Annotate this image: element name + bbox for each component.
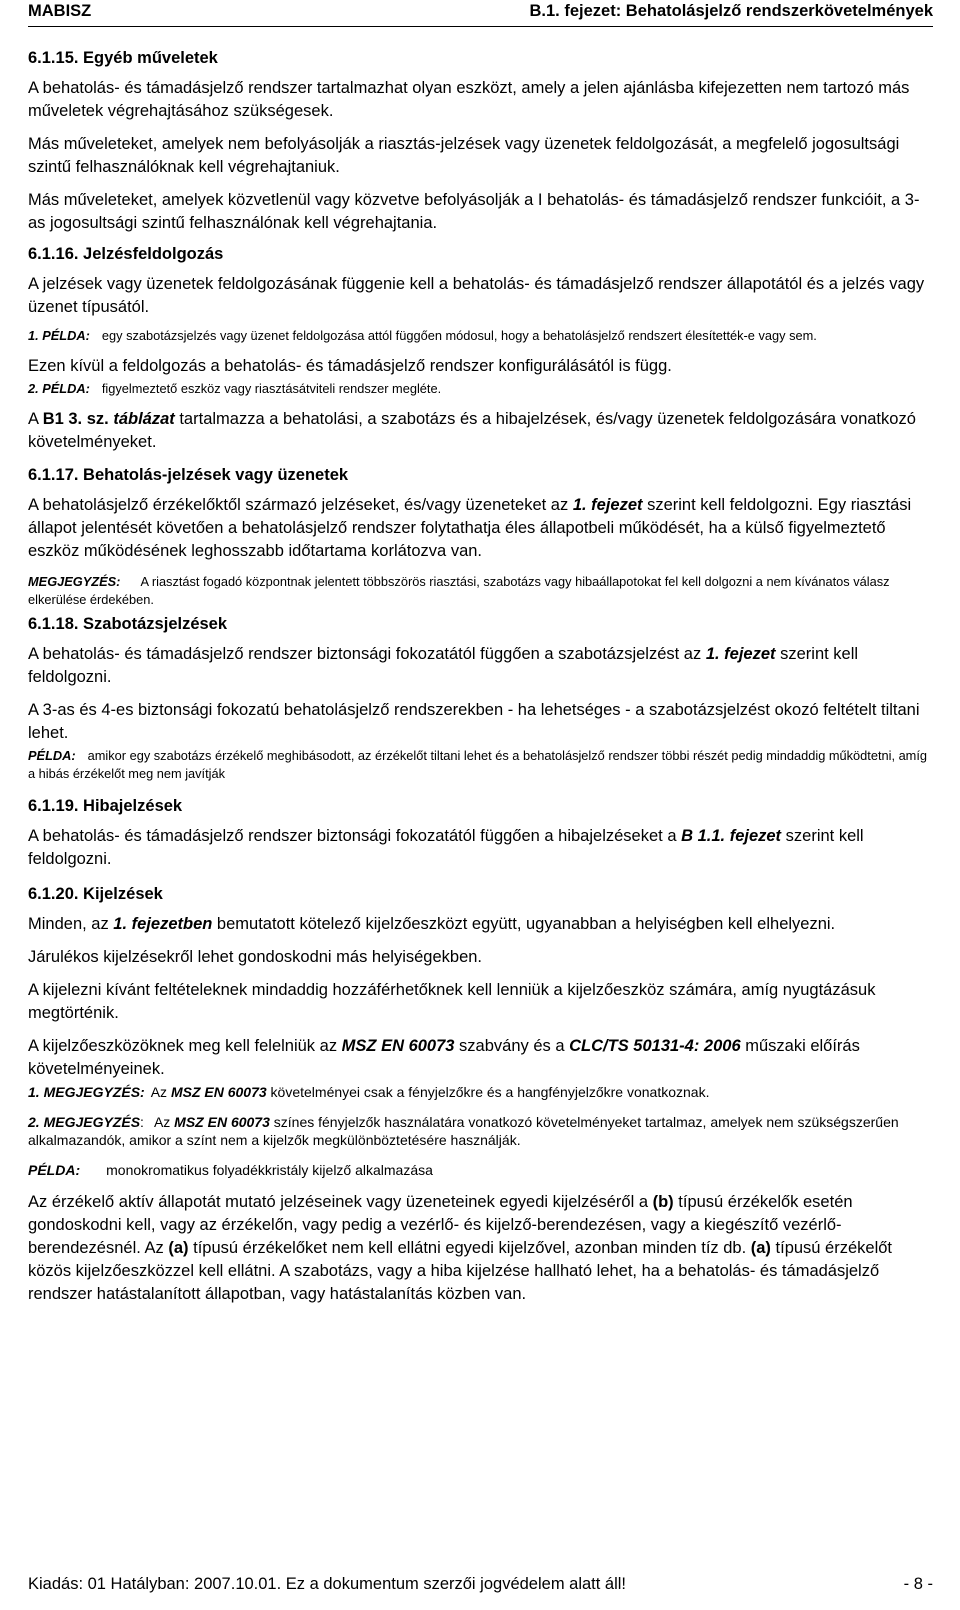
text-run: műszaki előírás követelményeinek. [28,1037,860,1078]
example [28,1161,933,1179]
note-label: 1. MEGJEGYZÉS: [28,1084,145,1100]
chapter-ref: 1. fejezetben [113,915,213,933]
section-title-6-1-15: 6.1.15. Egyéb műveletek [28,49,218,67]
header-chapter: B.1. fejezet: Behatolásjelző rendszerkövetelmények [529,2,933,20]
example-1 [28,327,933,345]
type-ref: (b) [652,1193,674,1211]
paragraph: Járulékos kijelzésekről lehet gondoskodni más helyiségekben. [28,948,483,966]
text-run: szerint kell feldolgozni. [28,827,864,868]
example-text: amikor egy szabotázs érzékelő meghibásodott, az érzékelőt tiltani lehet és a behatolásjelző rendszer többi részét pedig mindaddig működtetni, amíg a hibás érzékelőt meg nem javítják [28,748,928,781]
paragraph: A 3-as és 4-es biztonsági fokozatú behatolásjelző rendszerekben - ha lehetséges - a szabotázsjelzést okozó feltételt tiltani lehet. [28,701,920,742]
note-colon: : [140,1114,144,1130]
example-label: PÉLDA: [28,748,76,763]
example-2 [28,380,933,398]
paragraph [28,1191,933,1306]
text-run: Az [153,1114,175,1130]
text-run: bemutatott kötelező kijelzőeszközt együtt, ugyanabban a helyiségben kell elhelyezni. [212,915,836,933]
standard-ref: MSZ EN 60073 [341,1037,455,1055]
paragraph [28,913,933,936]
page-number: - 8 - [903,1575,933,1593]
note-text: A riasztást fogadó központnak jelentett többszörös riasztási, szabotázs vagy hibaállapotokat fel kell dolgozni a nem kívánatos válasz elkerülése érdekében. [28,574,890,607]
note [28,573,933,609]
text-run: szabvány és a [454,1037,570,1055]
example-text: figyelmeztető eszköz vagy riasztásátviteli rendszer megléte. [101,381,442,396]
note-label: MEGJEGYZÉS: [28,574,121,589]
text-run: színes fényjelzők használatára vonatkozó követelményeket tartalmaz, amelyek nem szükségszerűen alkalmazandók, amikor a színt nem a kijelzők megkülönböztetésére használják. [28,1114,899,1148]
text-run: A behatolás- és támadásjelző rendszer biztonsági fokozatától függően a hibajelzéseket a [28,827,682,845]
paragraph: A kijelezni kívánt feltételeknek mindaddig hozzáférhetőknek kell lenniük a kijelzőeszköz számára, amíg nyugtázásuk megtörténik. [28,981,876,1022]
text-run: szerint kell feldolgozni. [28,645,859,686]
paragraph: Más műveleteket, amelyek nem befolyásolják a riasztás-jelzések vagy üzenetek feldolgozását, a megfelelő jogosultsági szintű felhasználóknak kell végrehajtaniuk. [28,135,900,176]
table-ref-word: táblázat [113,410,175,428]
paragraph [28,643,933,689]
type-ref: (a) [750,1239,771,1257]
type-ref: (a) [168,1239,189,1257]
chapter-ref: 1. fejezet [572,496,643,514]
paragraph [28,825,933,871]
paragraph [28,408,933,454]
standard-ref: MSZ EN 60073 [170,1084,267,1100]
section-title-6-1-16: 6.1.16. Jelzésfeldolgozás [28,245,224,263]
text-run: A [28,410,43,428]
document-body [28,47,933,1306]
standard-ref: CLC/TS 50131-4: 2006 [569,1037,741,1055]
text-run: A behatolásjelző érzékelőktől származó jelzéseket, és/vagy üzeneteket az [28,496,573,514]
paragraph [28,1035,933,1081]
example-text: egy szabotázsjelzés vagy üzenet feldolgozása attól függően módosul, hogy a behatolásjelző rendszert élesítették-e vagy sem. [101,328,817,343]
text-run: típusú érzékelőt közös kijelzőeszközzel kell ellátni. A szabotázs, vagy a hiba kijelzése hallható lehet, ha a behatolás- és támadásjelző rendszer hatástalanított állapotban, vagy hatástalanítás közben van. [28,1239,893,1303]
paragraph: A behatolás- és támadásjelző rendszer tartalmazhat olyan eszközt, amely a jelen ajánlásba kifejezetten nem tartozó más műveletek végrehajtásához szükségesek. [28,79,910,120]
example-label: PÉLDA: [28,1162,81,1178]
section-title-6-1-17: 6.1.17. Behatolás-jelzések vagy üzenetek [28,466,349,484]
text-run: tartalmazza a behatolási, a szabotázs és a hibajelzések, és/vagy üzenetek feldolgozására vonatkozó követelményeket. [28,410,916,451]
example [28,747,933,783]
example-label: 1. PÉLDA: [28,328,90,343]
paragraph: A jelzések vagy üzenetek feldolgozásának függenie kell a behatolás- és támadásjelző rendszer állapotától és a jelzés vagy üzenet típusától. [28,275,925,316]
document-page [28,0,933,1303]
text-run: szerint kell feldolgozni. Egy riasztási állapot jelentését követően a behatolásjelző rendszer folytathatja éles állapotbeli működését, ha a külső figyelmeztető eszköz működésének leghosszabb időtartama korlátozva van. [28,496,912,560]
section-title-6-1-18: 6.1.18. Szabotázsjelzések [28,615,228,633]
text-run: típusú érzékelők esetén gondoskodni kell, vagy az érzékelőn, vagy pedig a vezérlő- és kijelző-berendezésen, vagy a kiegészítő vezérlő- berendezésnél. Az [28,1193,853,1257]
text-run: követelményei csak a fényjelzőkre és a hangfényjelzőkre vonatkoznak. [266,1084,710,1100]
paragraph [28,494,933,563]
example-text: monokromatikus folyadékkristály kijelző alkalmazása [106,1162,433,1178]
chapter-ref: 1. fejezet [705,645,776,663]
standard-ref: MSZ EN 60073 [174,1114,270,1130]
text-run: típusú érzékelőket nem kell ellátni egyedi kijelzővel, azonban minden tíz db. [188,1239,751,1257]
paragraph: Más műveleteket, amelyek közvetlenül vagy közvetve befolyásolják a I behatolás- és támadásjelző rendszer funkcióit, a 3-as jogosultsági szintű felhasználónak kell végrehajtania. [28,191,920,232]
section-title-6-1-20: 6.1.20. Kijelzések [28,885,163,903]
footer-info: Kiadás: 01 Hatályban: 2007.10.01. Ez a dokumentum szerzői jogvédelem alatt áll! [28,1575,627,1593]
text-run: Minden, az [28,915,114,933]
note-label: 2. MEGJEGYZÉS [28,1114,141,1130]
note-1 [28,1083,933,1101]
text-run: A kijelzőeszközöknek meg kell felelniük az [28,1037,342,1055]
text-run: Az érzékelő aktív állapotát mutató jelzéseinek vagy üzeneteinek egyedi kijelzéséről a [28,1193,653,1211]
page-header [28,0,933,27]
note-2 [28,1113,933,1149]
table-ref: B1 3. sz. [42,410,109,428]
paragraph: Ezen kívül a feldolgozás a behatolás- és támadásjelző rendszer konfigurálásától is függ. [28,357,672,375]
chapter-ref: B 1.1. fejezet [681,827,782,845]
text-run: Az [150,1084,171,1100]
text-run: A behatolás- és támadásjelző rendszer biztonsági fokozatától függően a szabotázsjelzést az [28,645,706,663]
example-label: 2. PÉLDA: [28,381,90,396]
section-title-6-1-19: 6.1.19. Hibajelzések [28,797,183,815]
header-org: MABISZ [28,2,92,20]
